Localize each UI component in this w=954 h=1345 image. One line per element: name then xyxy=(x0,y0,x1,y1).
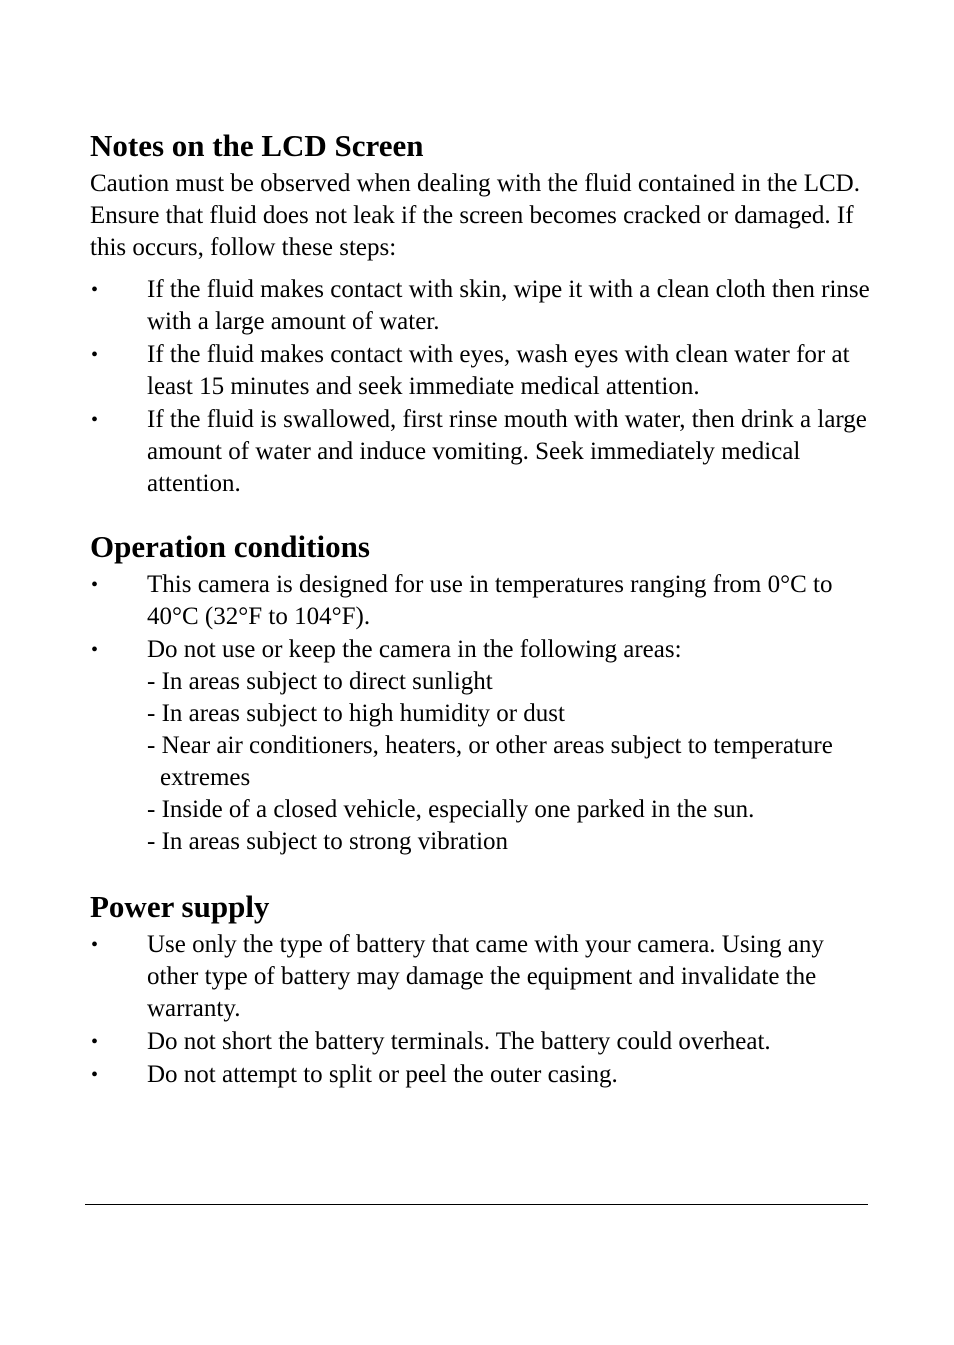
list-item xyxy=(90,569,870,633)
list-item xyxy=(90,404,870,500)
section-heading: Notes on the LCD Screen xyxy=(90,128,424,163)
list-item-text: Do not attempt to split or peel the outer casing. xyxy=(147,1061,618,1088)
bullet-icon: • xyxy=(91,279,99,301)
section-intro: Caution must be observed when dealing with the fluid contained in the LCD. Ensure that fluid does not leak if the screen becomes cracked or damaged. If this occurs, follow these steps: xyxy=(90,170,860,261)
section-heading: Power supply xyxy=(90,889,270,924)
list-item-text: This camera is designed for use in temperatures ranging from 0°C to 40°C (32°F to 104°F). xyxy=(147,571,833,630)
section-power-supply xyxy=(90,887,870,1091)
sub-list-item: - Inside of a closed vehicle, especially one parked in the sun. xyxy=(147,796,755,823)
bullet-icon: • xyxy=(91,1031,99,1053)
list-item xyxy=(90,1026,870,1058)
list-item-text: Do not short the battery terminals. The battery could overheat. xyxy=(147,1028,771,1055)
list-item xyxy=(90,274,870,338)
list-item-text: If the fluid makes contact with eyes, wash eyes with clean water for at least 15 minutes and seek immediate medical attention. xyxy=(147,341,850,400)
bullet-icon: • xyxy=(91,574,99,596)
bullet-list xyxy=(90,929,870,1091)
list-item-text: If the fluid is swallowed, first rinse mouth with water, then drink a large amount of water and induce vomiting. Seek immediately medical attention. xyxy=(147,406,867,497)
list-item-text: Do not use or keep the camera in the following areas: xyxy=(147,636,682,663)
bullet-icon: • xyxy=(91,1064,99,1086)
list-item xyxy=(90,634,870,858)
sub-list-item: - Near air conditioners, heaters, or other areas subject to temperature extremes xyxy=(147,732,833,791)
list-item-text: If the fluid makes contact with skin, wipe it with a clean cloth then rinse with a large amount of water. xyxy=(147,276,870,335)
bullet-icon: • xyxy=(91,934,99,956)
sub-list-item: - In areas subject to direct sunlight xyxy=(147,668,493,695)
list-item xyxy=(90,1059,870,1091)
sub-list-item: - In areas subject to high humidity or dust xyxy=(147,700,565,727)
list-item xyxy=(90,929,870,1025)
section-heading: Operation conditions xyxy=(90,529,370,564)
bullet-icon: • xyxy=(91,344,99,366)
sub-list-item: - In areas subject to strong vibration xyxy=(147,828,509,855)
section-spacer xyxy=(90,859,870,887)
section-operation-conditions xyxy=(90,527,870,858)
document-page xyxy=(90,126,870,1092)
list-item-text: Use only the type of battery that came with your camera. Using any other type of battery may damage the equipment and invalidate the warranty. xyxy=(147,931,824,1022)
bullet-icon: • xyxy=(91,639,99,661)
list-item xyxy=(90,339,870,403)
section-lcd-notes xyxy=(90,126,870,500)
footer-divider xyxy=(85,1204,868,1205)
bullet-icon: • xyxy=(91,409,99,431)
bullet-list xyxy=(90,274,870,500)
bullet-list xyxy=(90,569,870,858)
section-spacer xyxy=(90,501,870,527)
